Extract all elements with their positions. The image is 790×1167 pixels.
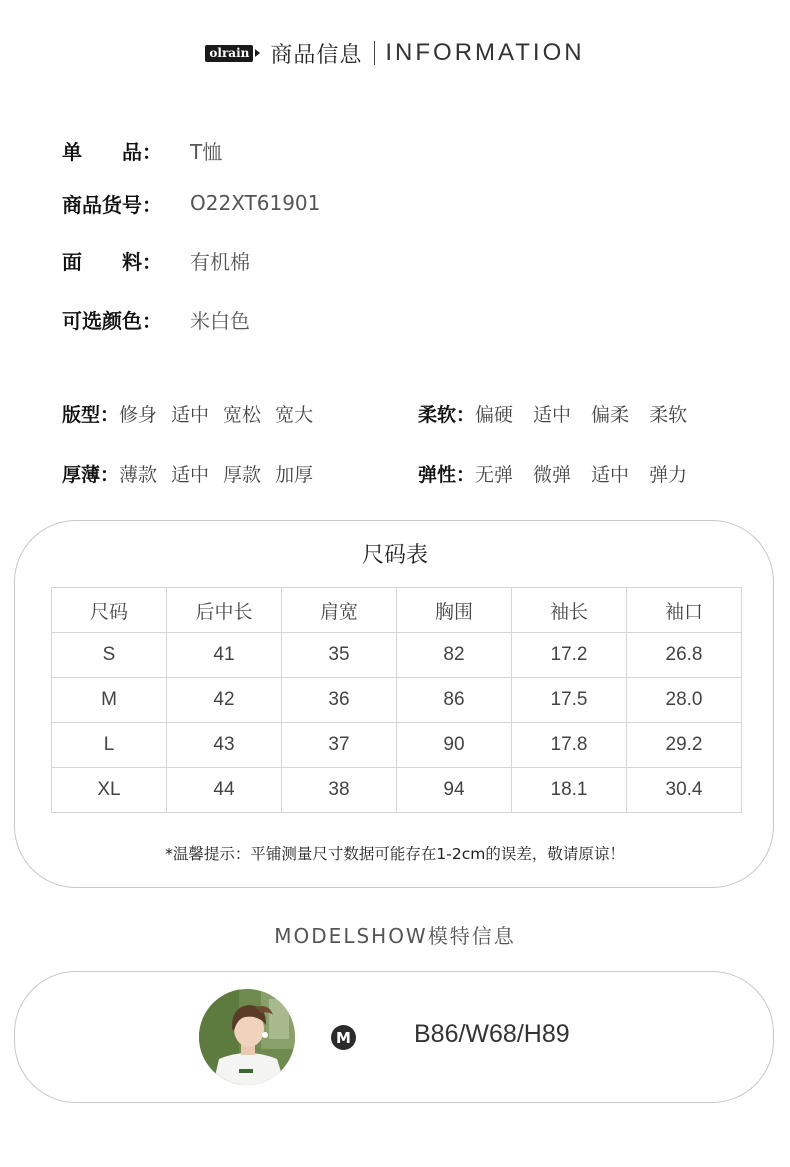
info-value: T恤 <box>190 139 223 164</box>
table-cell: 41 <box>167 633 282 678</box>
table-cell: S <box>52 633 167 678</box>
table-cell: 86 <box>397 678 512 723</box>
model-measurements: B86/W68/H89 <box>414 1020 570 1048</box>
attr-option: 无弹 <box>475 463 514 486</box>
table-cell: 30.4 <box>627 768 742 813</box>
attr-option: 宽大 <box>275 403 314 426</box>
attr-fit <box>62 398 313 428</box>
attr-option: 偏硬 <box>475 403 514 426</box>
model-avatar <box>199 989 295 1085</box>
attr-label: 柔软： <box>418 403 476 426</box>
table-cell: 42 <box>167 678 282 723</box>
attr-option: 加厚 <box>275 463 314 486</box>
attr-option: 弹力 <box>649 463 688 486</box>
attr-thickness <box>62 458 313 488</box>
header-title-cn: 商品信息 <box>270 42 363 68</box>
info-label: 单 品： <box>62 139 162 164</box>
table-cell: M <box>52 678 167 723</box>
page-header <box>0 36 790 70</box>
attr-option: 偏柔 <box>591 403 630 426</box>
table-cell: 17.5 <box>512 678 627 723</box>
attr-label: 弹性： <box>418 463 476 486</box>
info-label: 可选颜色： <box>62 308 162 333</box>
table-cell: 37 <box>282 723 397 768</box>
table-cell: 44 <box>167 768 282 813</box>
table-cell: 29.2 <box>627 723 742 768</box>
header-title-en: INFORMATION <box>385 39 585 66</box>
model-section-title: MODELSHOW模特信息 <box>274 924 516 948</box>
table-cell: 17.8 <box>512 723 627 768</box>
attr-option: 适中 <box>591 463 630 486</box>
table-cell: 94 <box>397 768 512 813</box>
table-row <box>52 768 742 813</box>
table-cell: 35 <box>282 633 397 678</box>
play-triangle-icon <box>255 49 260 57</box>
table-header-cell: 袖长 <box>512 588 627 633</box>
info-row-fabric <box>62 246 250 274</box>
info-value: O22XT61901 <box>190 191 321 215</box>
table-row <box>52 633 742 678</box>
info-row-color <box>62 305 250 333</box>
info-row-item <box>62 136 222 164</box>
table-cell: 38 <box>282 768 397 813</box>
attr-option: 薄款 <box>119 463 158 486</box>
attr-label: 版型： <box>62 403 120 426</box>
attr-option-selected: 微弹 <box>533 460 571 487</box>
attr-option-selected: 适中 <box>533 400 571 427</box>
attr-option: 柔软 <box>649 403 688 426</box>
table-cell: 82 <box>397 633 512 678</box>
info-row-sku <box>62 189 320 217</box>
table-header-row <box>52 588 742 633</box>
size-note: *温馨提示：平铺测量尺寸数据可能存在1-2cm的误差，敬请原谅！ <box>165 845 625 863</box>
model-photo <box>199 989 295 1085</box>
attr-softness <box>418 398 687 428</box>
table-cell: 90 <box>397 723 512 768</box>
table-cell: 43 <box>167 723 282 768</box>
brand-logo-text: olrain <box>205 45 253 62</box>
info-value: 有机棉 <box>190 249 250 274</box>
table-header-cell: 袖口 <box>627 588 742 633</box>
table-row <box>52 678 742 723</box>
table-header-cell: 肩宽 <box>282 588 397 633</box>
attr-option-selected: 适中 <box>171 460 209 487</box>
table-header-cell: 胸围 <box>397 588 512 633</box>
attr-option-selected: 适中 <box>171 400 209 427</box>
info-value: 米白色 <box>190 308 250 333</box>
table-header-cell: 后中长 <box>167 588 282 633</box>
attr-option: 修身 <box>119 403 158 426</box>
table-cell: XL <box>52 768 167 813</box>
size-table <box>51 587 742 813</box>
info-label: 面 料： <box>62 249 162 274</box>
attr-elasticity <box>418 458 687 488</box>
table-cell: L <box>52 723 167 768</box>
model-card <box>14 971 774 1103</box>
attr-option: 厚款 <box>223 463 262 486</box>
table-cell: 18.1 <box>512 768 627 813</box>
model-size-badge: M <box>331 1025 356 1050</box>
info-label: 商品货号： <box>62 192 162 217</box>
table-header-cell: 尺码 <box>52 588 167 633</box>
table-cell: 17.2 <box>512 633 627 678</box>
header-divider <box>374 41 375 65</box>
attr-option: 宽松 <box>223 403 262 426</box>
table-cell: 36 <box>282 678 397 723</box>
table-cell: 28.0 <box>627 678 742 723</box>
attr-label: 厚薄： <box>62 463 120 486</box>
table-cell: 26.8 <box>627 633 742 678</box>
table-row <box>52 723 742 768</box>
brand-logo <box>205 45 260 62</box>
size-chart-title: 尺码表 <box>361 543 428 568</box>
